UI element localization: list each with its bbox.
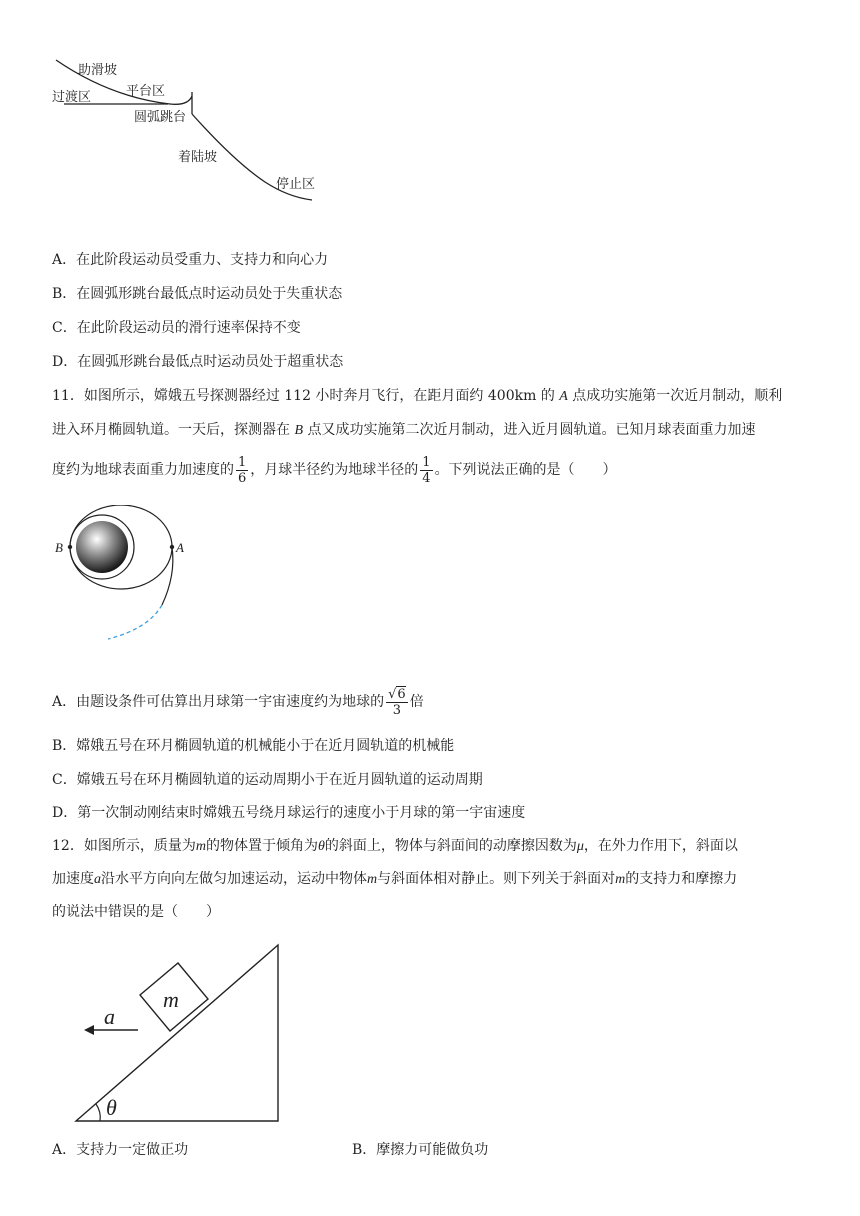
- moon: [76, 521, 128, 573]
- fraction-one-quarter: $\frac{1}{4}$: [422, 454, 431, 486]
- q10-option-d: D．在圆弧形跳台最低点时运动员处于超重状态: [52, 354, 344, 370]
- q10-option-c: C．在此阶段运动员的滑行速率保持不变: [52, 320, 301, 336]
- label-transition: 过渡区: [52, 90, 92, 105]
- label-landing-slope: 着陆坡: [178, 150, 218, 165]
- point-b-var: B: [294, 423, 304, 438]
- q11-option-d: D．第一次制动刚结束时嫦娥五号绕月球运行的速度小于月球的第一宇宙速度: [52, 805, 526, 821]
- fraction-sqrt6-over-3: $\frac{√6}{3}$: [388, 686, 406, 718]
- orbit-label-b: B: [55, 540, 63, 555]
- q12-stem-line1: 12．如图所示，质量为m的物体置于倾角为θ的斜面上，物体与斜面间的动摩擦因数为μ，在外力作用下，斜面以: [52, 838, 738, 854]
- fraction-one-sixth: $\frac{1}{6}$: [238, 454, 247, 486]
- point-b-dot: [68, 545, 72, 549]
- incline-figure: [60, 935, 300, 1130]
- q11-option-b: B．嫦娥五号在环月椭圆轨道的机械能小于在近月圆轨道的机械能: [52, 738, 455, 754]
- q11-stem-line1: 11．如图所示，嫦娥五号探测器经过 112 小时奔月飞行，在距月面约 400km 的 A 点成功实施第一次近月制动，顺利: [52, 388, 783, 404]
- ski-jump-figure: [50, 52, 330, 207]
- block-label-m: m: [163, 987, 179, 1012]
- label-platform: 平台区: [126, 84, 166, 99]
- angle-arc: [96, 1104, 100, 1121]
- point-a-var: A: [559, 389, 568, 404]
- approach-trajectory-dashed: [108, 605, 162, 639]
- q12-stem-line3: 的说法中错误的是（ ）: [52, 904, 220, 920]
- acceleration-arrow-head: [84, 1025, 94, 1035]
- label-stop-zone: 停止区: [276, 177, 316, 192]
- q12-option-a: A．支持力一定做正功: [52, 1142, 189, 1158]
- acceleration-label-a: a: [104, 1004, 115, 1029]
- q11-option-c: C．嫦娥五号在环月椭圆轨道的运动周期小于在近月圆轨道的运动周期: [52, 772, 483, 788]
- q12-option-b: B．摩擦力可能做负功: [352, 1142, 489, 1158]
- q10-option-b: B．在圆弧形跳台最低点时运动员处于失重状态: [52, 286, 343, 302]
- angle-label-theta: θ: [106, 1095, 117, 1120]
- q12-stem-line2: 加速度a沿水平方向向左做匀加速运动，运动中物体m与斜面体相对静止。则下列关于斜面对m的支持力和摩擦力: [52, 871, 738, 887]
- label-arc-jump: 圆弧跳台: [134, 110, 187, 125]
- q11-stem-line3: 度约为地球表面重力加速度的 $\frac{1}{6}$ ，月球半径约为地球半径的 $\frac{1}{4}$ 。下列说法正确的是（ ）: [52, 454, 617, 486]
- label-assist-slope: 助滑坡: [78, 63, 118, 78]
- orbit-figure: [50, 505, 200, 645]
- orbit-label-a: A: [176, 540, 184, 555]
- q11-stem-line2: 进入环月椭圆轨道。一天后，探测器在 B 点又成功实施第二次近月制动，进入近月圆轨道。已知月球表面重力加速: [52, 422, 756, 438]
- q10-option-a: A．在此阶段运动员受重力、支持力和向心力: [52, 252, 329, 268]
- q11-option-a: A．由题设条件可估算出月球第一宇宙速度约为地球的 $\frac{√6}{3}$ 倍: [52, 686, 424, 718]
